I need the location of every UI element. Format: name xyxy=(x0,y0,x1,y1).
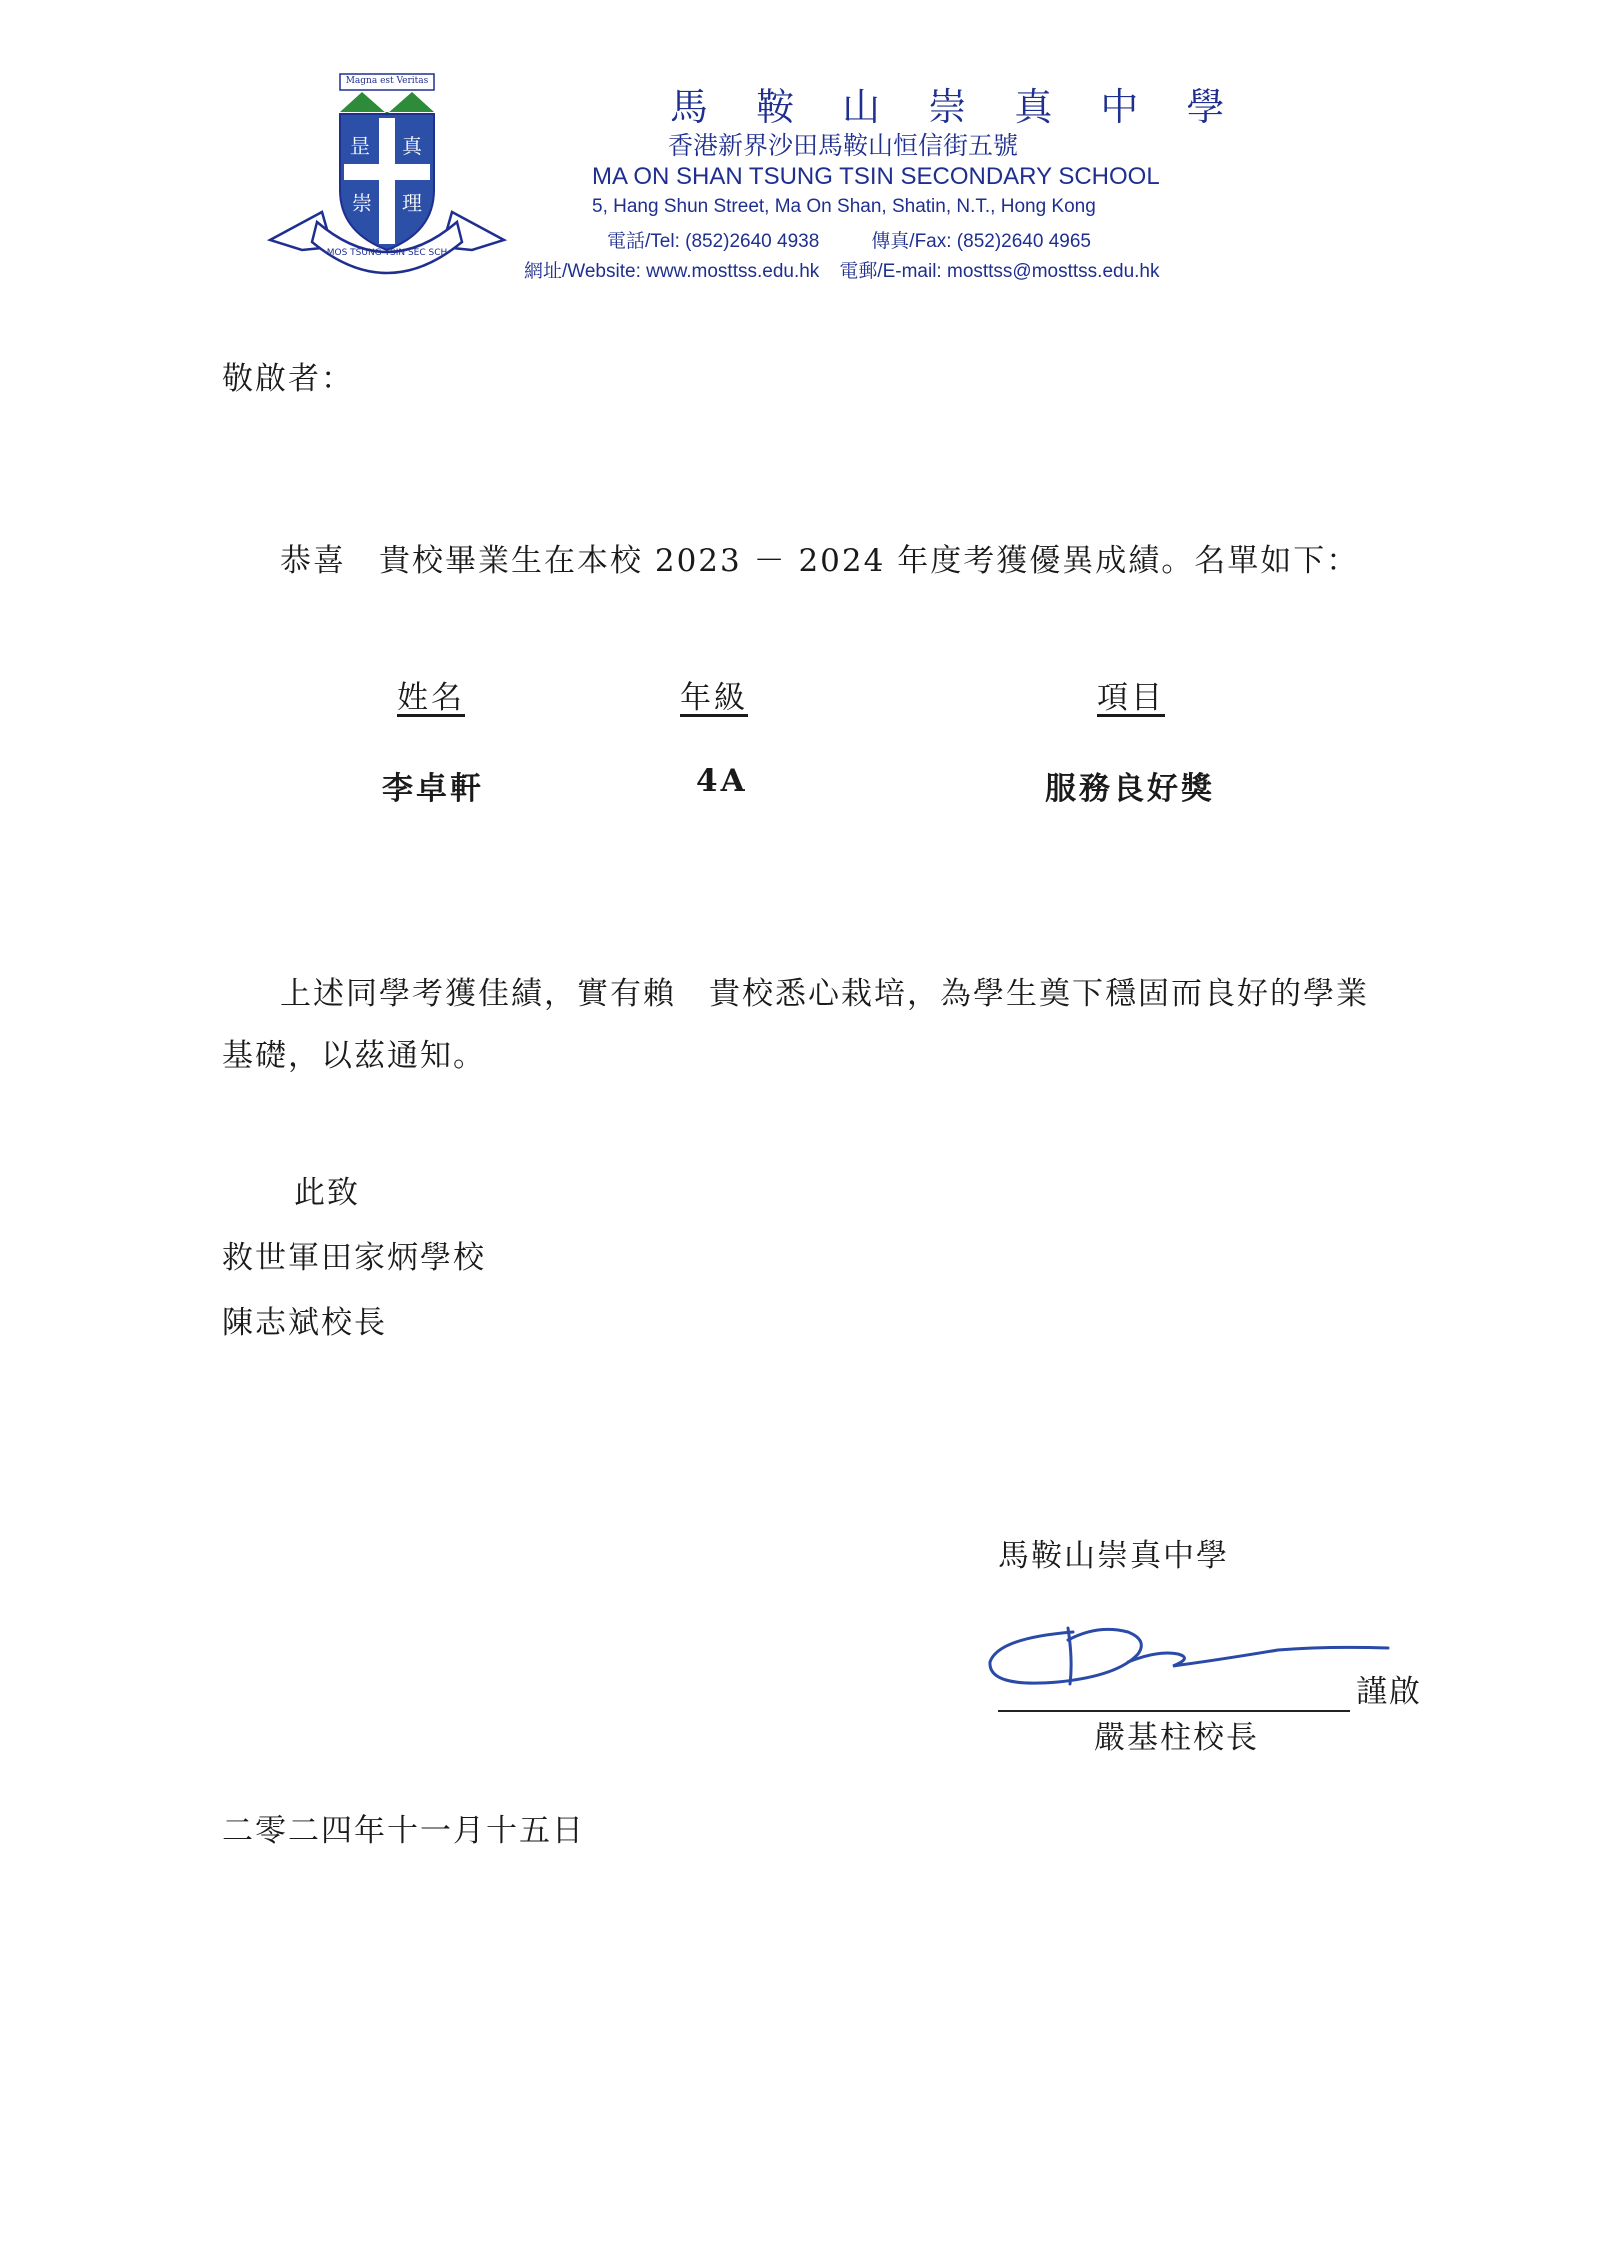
table-cell-award: 服務良好獎 xyxy=(1045,771,1215,807)
table-header-grade: 年級 xyxy=(680,680,748,716)
crest-ribbon-text: MOS TSUNG TSIN SEC SCH xyxy=(326,248,448,258)
contact-web-row xyxy=(524,256,1160,283)
school-crest-logo xyxy=(262,72,512,287)
school-name-en: MA ON SHAN TSUNG TSIN SECONDARY SCHOOL xyxy=(592,163,1160,190)
crest-char-br: 理 xyxy=(402,191,422,215)
crest-char-tl: 昰 xyxy=(350,134,370,158)
table-cell-student-name: 李卓軒 xyxy=(382,771,484,807)
table-header-item: 項目 xyxy=(1097,680,1165,716)
school-address-cn: 香港新界沙田馬鞍山恒信街五號 xyxy=(668,131,1019,160)
letter-date: 二零二四年十一月十五日 xyxy=(222,1813,585,1849)
recipient-principal: 陳志斌校長 xyxy=(222,1305,387,1341)
contact-phone-row xyxy=(607,226,1091,253)
email-address: 電郵/E-mail: mosttss@mosttss.edu.hk xyxy=(839,261,1160,282)
paragraph-thanks-line2: 基礎，以茲通知。 xyxy=(222,1038,486,1074)
salutation: 敬啟者： xyxy=(222,361,354,397)
sign-off: 謹啟 xyxy=(1356,1674,1422,1710)
website-link: 網址/Website: www.mosttss.edu.hk xyxy=(524,261,820,282)
sender-principal: 嚴基柱校長 xyxy=(1094,1720,1259,1756)
paragraph-thanks-line1: 上述同學考獲佳績，實有賴 貴校悉心栽培，為學生奠下穩固而良好的學業 xyxy=(280,976,1369,1012)
crest-char-tr: 真 xyxy=(402,134,422,158)
sender-school: 馬鞍山崇真中學 xyxy=(998,1538,1229,1574)
recipient-school: 救世軍田家炳學校 xyxy=(222,1240,486,1276)
paragraph-congratulation: 恭喜 貴校畢業生在本校 2023 － 2024 年度考獲優異成績。名單如下： xyxy=(280,543,1360,579)
table-header-name: 姓名 xyxy=(397,680,465,716)
school-name-cn: 馬 鞍 山 崇 真 中 學 xyxy=(670,85,1243,129)
fax-number: 傳真/Fax: (852)2640 4965 xyxy=(871,231,1091,252)
handwritten-signature xyxy=(978,1610,1398,1700)
crest-motto: Magna est Veritas xyxy=(345,76,429,86)
table-cell-grade: 4A xyxy=(696,763,748,799)
closing-phrase: 此致 xyxy=(294,1175,360,1211)
signature-stroke-icon xyxy=(978,1610,1398,1700)
tel-number: 電話/Tel: (852)2640 4938 xyxy=(607,231,820,252)
school-address-en: 5, Hang Shun Street, Ma On Shan, Shatin, N.T., Hong Kong xyxy=(592,196,1096,217)
crest-char-bl: 崇 xyxy=(352,191,372,215)
